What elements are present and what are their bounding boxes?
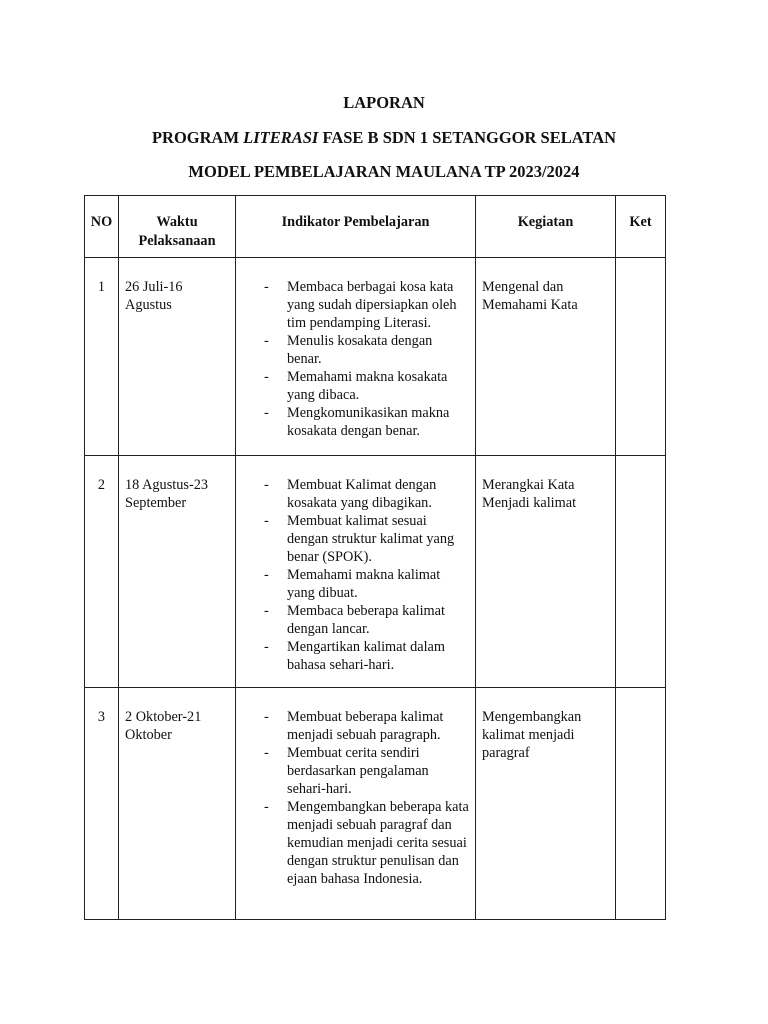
cell-waktu: 26 Juli-16 Agustus: [119, 258, 236, 456]
table-row: [85, 688, 666, 920]
table-row: [85, 258, 666, 456]
cell-ket: [616, 258, 666, 456]
cell-no: 2: [85, 456, 119, 688]
report-title: LAPORAN: [343, 93, 425, 112]
program-title: [0, 128, 768, 148]
cell-waktu: 18 Agustus-23 September: [119, 456, 236, 688]
cell-kegiatan: Mengembangkan kalimat menjadi paragraf: [476, 688, 616, 920]
header-no: NO: [85, 196, 119, 258]
cell-no: 3: [85, 688, 119, 920]
list-item: - Membaca beberapa kalimat dengan lancar.: [264, 602, 469, 638]
indikator-list: [264, 708, 469, 888]
list-item: - Membuat cerita sendiri berdasarkan pengalaman sehari-hari.: [264, 744, 469, 798]
cell-ket: [616, 456, 666, 688]
indikator-list: [264, 278, 469, 440]
report-table: [84, 195, 666, 920]
cell-indikator: [236, 456, 476, 688]
cell-ket: [616, 688, 666, 920]
list-item: - Membuat kalimat sesuai dengan struktur kalimat yang benar (SPOK).: [264, 512, 469, 566]
list-item: - Membaca berbagai kosa kata yang sudah dipersiapkan oleh tim pendamping Literasi.: [264, 278, 469, 332]
cell-no: 1: [85, 258, 119, 456]
header-indikator: Indikator Pembelajaran: [236, 196, 476, 258]
list-item: - Mengkomunikasikan makna kosakata dengan benar.: [264, 404, 469, 440]
cell-kegiatan: Merangkai Kata Menjadi kalimat: [476, 456, 616, 688]
model-title: MODEL PEMBELAJARAN MAULANA TP 2023/2024: [188, 162, 580, 181]
program-title-italic: LITERASI: [243, 128, 319, 147]
cell-kegiatan: Mengenal dan Memahami Kata: [476, 258, 616, 456]
list-item: - Mengembangkan beberapa kata menjadi sebuah paragraf dan kemudian menjadi cerita sesuai dengan struktur penulisan dan ejaan bahasa Indonesia.: [264, 798, 469, 888]
program-title-suffix: FASE B SDN 1 SETANGGOR SELATAN: [318, 128, 617, 147]
cell-indikator: [236, 258, 476, 456]
table-row: [85, 456, 666, 688]
list-item: - Membuat Kalimat dengan kosakata yang dibagikan.: [264, 476, 469, 512]
cell-waktu: 2 Oktober-21 Oktober: [119, 688, 236, 920]
list-item: - Menulis kosakata dengan benar.: [264, 332, 469, 368]
list-item: - Memahami makna kosakata yang dibaca.: [264, 368, 469, 404]
cell-indikator: [236, 688, 476, 920]
table-header-row: [85, 196, 666, 258]
header-ket: Ket: [616, 196, 666, 258]
program-title-prefix: PROGRAM: [151, 128, 244, 147]
list-item: - Membuat beberapa kalimat menjadi sebuah paragraph.: [264, 708, 469, 744]
header-kegiatan: Kegiatan: [476, 196, 616, 258]
indikator-list: [264, 476, 469, 674]
header-waktu: Waktu Pelaksanaan: [119, 196, 236, 258]
list-item: - Memahami makna kalimat yang dibuat.: [264, 566, 469, 602]
list-item: - Mengartikan kalimat dalam bahasa sehari-hari.: [264, 638, 469, 674]
